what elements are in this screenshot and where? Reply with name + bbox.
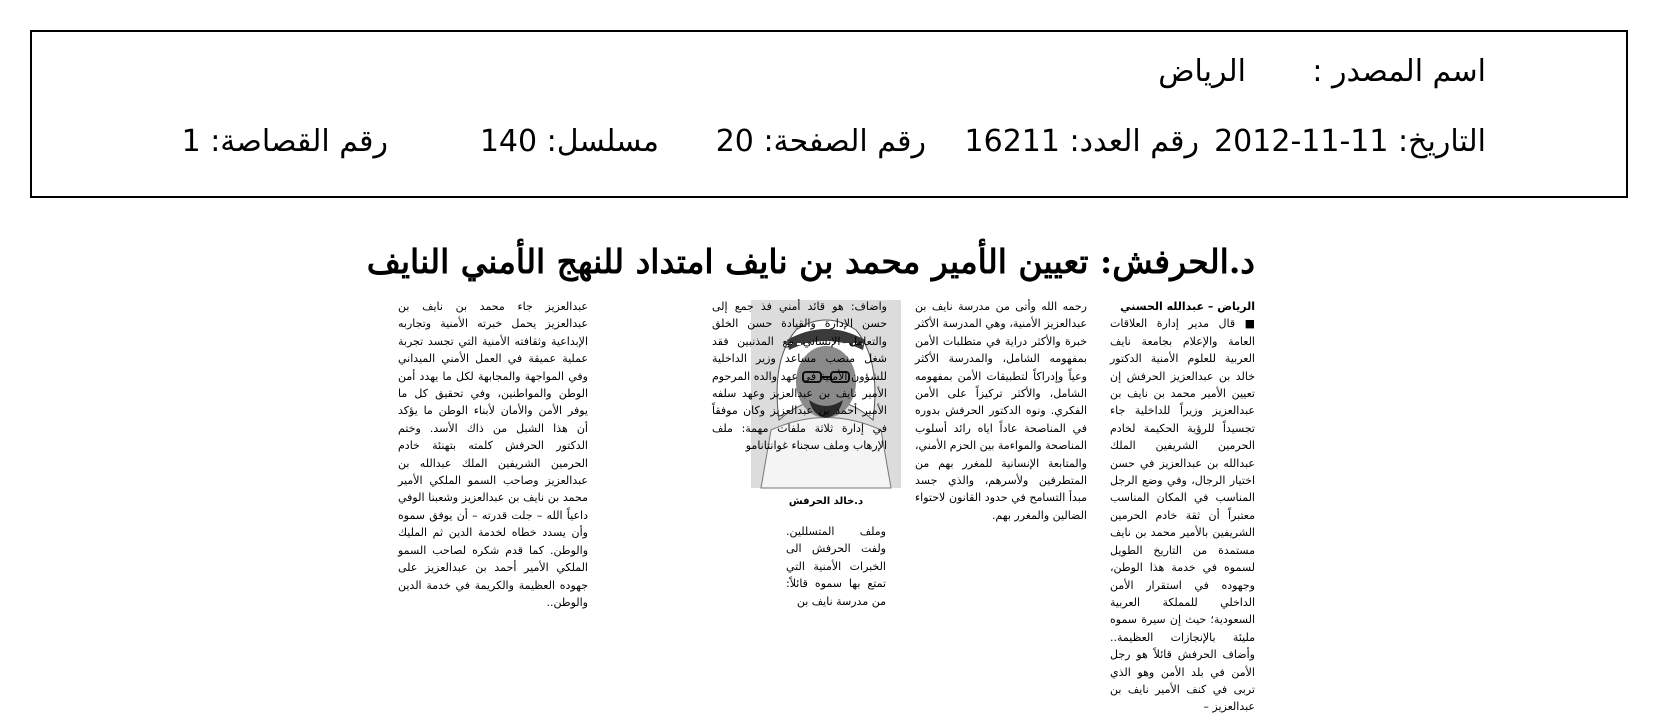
- clipping-number-field: رقم القصاصة: 1: [181, 124, 388, 159]
- column-3-continued-text: وملف المتسللين. ولفت الحرفش الى الخبرات الأمنية التي تمتع بها سموه قائلاً: من مدرسة نايف بن: [786, 525, 886, 608]
- article-byline: الرياض – عبدالله الحسني: [1120, 300, 1255, 313]
- page-number-field: رقم الصفحة: 20: [715, 124, 926, 159]
- newspaper-clipping: [366, 238, 1255, 714]
- article-column-2: [915, 298, 1087, 524]
- photo-caption: د.خالد الحرفش: [788, 496, 864, 507]
- article-column-3-continued: [786, 523, 886, 610]
- clipping-info-box: [30, 30, 1628, 198]
- article-column-1: [1110, 298, 1255, 716]
- column-4-text: عبدالعزيز جاء محمد بن نايف بن عبدالعزيز يحمل خبرته الأمنية وتجاربه الإبداعية وثقافته الأمنية التي تجسد تجربة عملية عميقة في العمل الأمني الميداني وفي المواجهة والمجابهة لكل ما يهدد أمن الوطن والمواطنين، وفي تحقيق كل ما يوفر الأمن والأمان لأبناء الوطن ما يؤكد أن هذا الشبل من ذاك الأسد. وختم الدكتور الحرفش كلمته بتهنئة خادم الحرمين الشريفين الملك عبدالله بن عبدالعزيز وصاحب السمو الملكي الأمير محمد بن نايف بن عبدالعزيز وشعبنا الوفي داعياً الله – جلت قدرته – أن يوفق سموه وأن يسدد خطاه لخدمة الدين ثم المليك والوطن. كما قدم شكره لصاحب السمو الملكي الأمير أحمد بن عبدالعزيز على جهوده العظيمة والكريمة في خدمة الدين والوطن..: [398, 300, 588, 609]
- column-1-text: ■ قال مدير إدارة العلاقات العامة والإعلام بجامعة نايف العربية للعلوم الأمنية الدكتور خالد بن عبدالعزيز الحرفش إن تعيين الأمير محمد بن نايف بن عبدالعزيز وزيراً للداخلية جاء تجسيداً للرؤية الحكيمة لخادم الحرمين الشريفين الملك عبدالله بن عبدالعزيز في حسن اختيار الرجال، وفي وضع الرجل المناسب في المكان المناسب معتبراً أن ثقة خادم الحرمين الشريفين بالأمير محمد بن نايف مستمدة من التاريخ الطويل لسموه في خدمة هذا الوطن، وجهوده في استقرار الأمن الداخلي للمملكة العربية السعودية؛ حيث إن سيرة سموه مليئة بالإنجازات العظيمة.. وأضاف الحرفش قائلاً هو رجل الأمن في بلد الأمن وهو الذي تربى في كنف الأمير نايف بن عبدالعزيز –: [1110, 317, 1255, 714]
- issue-number-field: رقم العدد: 16211: [964, 124, 1199, 159]
- article-column-4: [398, 298, 588, 611]
- article-headline: د.الحرفش: تعيين الأمير محمد بن نايف امتداد للنهج الأمني النايف: [366, 242, 1255, 281]
- serial-field: مسلسل: 140: [479, 124, 659, 159]
- column-3-text: واضاف: هو قائد أمني فذ جمع إلى حسن الإدارة والقيادة حسن الخلق والتعامل الإنساني مع المذنبين فقد شغل منصب مساعد وزير الداخلية للشؤون الأمنية في عهد والده المرحوم الأمير نايف بن عبدالعزيز وعهد سلفه الأمير أحمد بن عبدالعزيز وكان موفقاً في إدارة ثلاثة ملفات مهمة: ملف الإرهاب وملف سجناء غوانتانامو: [712, 300, 887, 453]
- date-field: التاريخ: 11-11-2012: [1214, 124, 1486, 159]
- article-column-3: [712, 298, 887, 455]
- source-value: الرياض: [1158, 54, 1246, 89]
- column-2-text: رحمه الله وأتى من مدرسة نايف بن عبدالعزيز الأمنية، وهي المدرسة الأكثر خبرة والأكثر دراية في متطلبات الأمن بمفهومه الشامل، والمدرسة الأكثر وعياً وإدراكاً لتطبيقات الأمن بمفهومه الشامل، والأكثر تركيزاً على الأمن الفكري. ونوه الدكتور الحرفش بدوره في المناصحة عاداً اياه رائد أسلوب المناصحة والمواءمة بين الحزم الأمني، والمتابعة الإنسانية للمغرر بهم من المتطرفين ولأسرهم، والذي جسد مبدأ التسامح في حدود القانون لاحتواء الضالين والمغرر بهم.: [915, 300, 1087, 522]
- source-label: اسم المصدر :: [1312, 54, 1486, 89]
